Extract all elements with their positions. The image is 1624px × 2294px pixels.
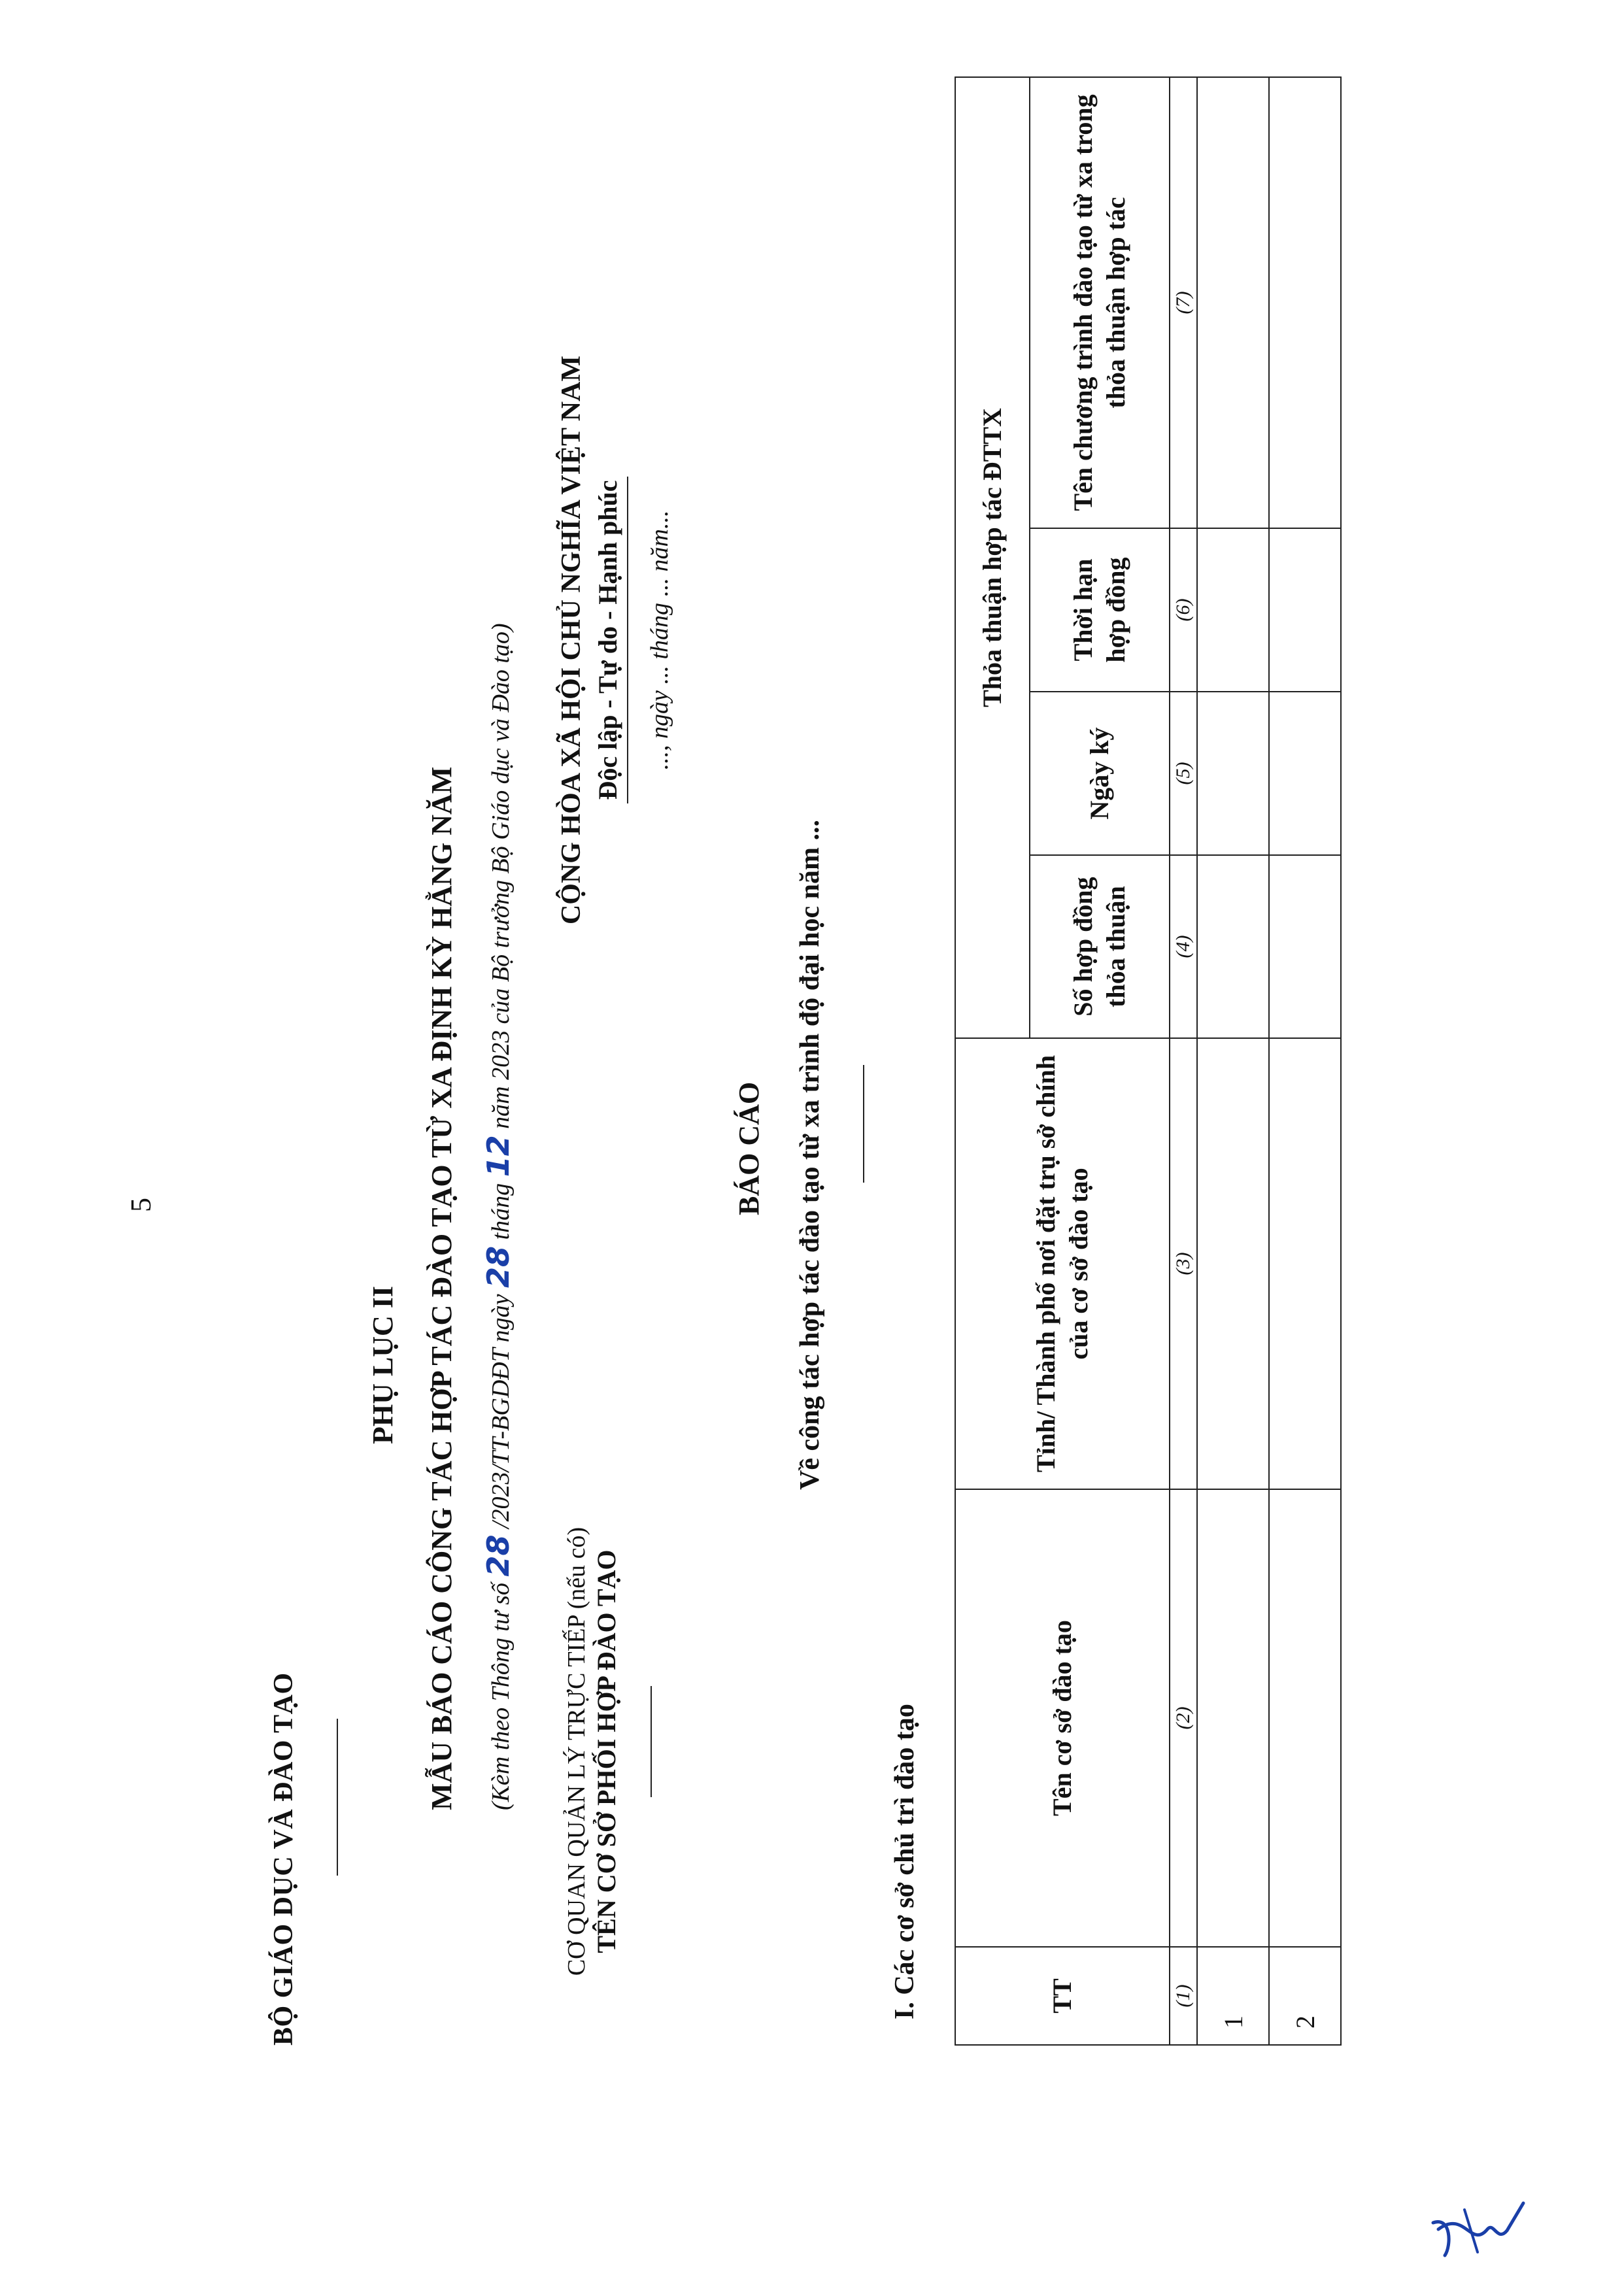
header-duration: Thời hạn hợp đồng [1030, 528, 1170, 692]
index-cell: (7) [1170, 77, 1197, 528]
agency-underline [651, 1686, 652, 1797]
header-province: Tỉnh/ Thành phố nơi đặt trụ sở chính của cơ sở đào tạo [955, 1038, 1170, 1489]
agency-block [562, 1483, 622, 2019]
country-name: CỘNG HÒA XÃ HỘI CHỦ NGHĨA VIỆT NAM [556, 355, 586, 925]
table-cell [1269, 1038, 1341, 1489]
page-number: 5 [125, 1198, 157, 1212]
header-agreement-group: Thỏa thuận hợp tác ĐTTX [955, 77, 1030, 1038]
index-cell: (2) [1170, 1489, 1197, 1947]
index-cell: (6) [1170, 528, 1197, 692]
report-subtitle: Về công tác hợp tác đào tạo từ xa trình độ đại học năm ... [795, 820, 825, 1490]
ministry-underline [337, 1719, 338, 1876]
report-title: BÁO CÁO [733, 1081, 765, 1215]
table-cell [1197, 528, 1269, 692]
motto-underline [627, 477, 628, 803]
national-motto: Độc lập - Tự do - Hạnh phúc [593, 480, 622, 800]
form-subtitle-mid: /2023/TT-BGDĐT ngày [487, 1294, 515, 1529]
table-cell [1197, 1038, 1269, 1489]
form-subtitle-month-label: tháng [487, 1183, 515, 1240]
table-cell [1197, 77, 1269, 528]
table-cell [1269, 77, 1341, 528]
table-cell [1197, 1489, 1269, 1947]
national-header [556, 215, 674, 1065]
form-subtitle [481, 623, 516, 1810]
form-subtitle-prefix: (Kèm theo Thông tư số [487, 1583, 515, 1810]
report-underline [863, 1065, 864, 1183]
table-cell [1269, 692, 1341, 855]
table-cell [1197, 692, 1269, 855]
form-title: MẪU BÁO CÁO CÔNG TÁC HỢP TÁC ĐÀO TẠO TỪ XA ĐỊNH KỲ HẰNG NĂM [426, 766, 458, 1810]
index-cell: (5) [1170, 692, 1197, 855]
table-row [1269, 77, 1341, 2045]
index-row [1170, 77, 1197, 2045]
handwritten-month: 12 [481, 1135, 516, 1177]
index-cell: (1) [1170, 1947, 1197, 2045]
table-cell [1269, 1489, 1341, 1947]
index-cell: (4) [1170, 855, 1197, 1038]
cooperation-table [955, 76, 1342, 2046]
table-row [1197, 77, 1269, 2045]
date-line: ..., ngày ... tháng ... năm... [646, 510, 673, 770]
header-program-name: Tên chương trình đào tạo từ xa trong thỏa thuận hợp tác [1030, 77, 1170, 528]
handwritten-circular-number: 28 [481, 1534, 516, 1577]
section-title: I. Các cơ sở chủ trì đào tạo [890, 1704, 920, 2019]
header-contract-number: Số hợp đồng thỏa thuận [1030, 855, 1170, 1038]
header-tt: TT [955, 1947, 1170, 2045]
table-cell [1269, 855, 1341, 1038]
header-institution-name: Tên cơ sở đào tạo [955, 1489, 1170, 1947]
header-sign-date: Ngày ký [1030, 692, 1170, 855]
index-cell: (3) [1170, 1038, 1197, 1489]
agency-name: TÊN CƠ SỞ PHỐI HỢP ĐÀO TẠO [592, 1549, 621, 1953]
handwritten-day: 28 [481, 1245, 516, 1288]
table-cell [1269, 528, 1341, 692]
form-subtitle-suffix: năm 2023 của Bộ trưởng Bộ Giáo dục và Đào tạo) [487, 623, 515, 1129]
appendix-title: PHỤ LỤC II [367, 1285, 399, 1444]
ministry-name: BỘ GIÁO DỤC VÀ ĐÀO TẠO [269, 1672, 299, 2046]
row-number: 1 [1197, 1947, 1269, 2045]
table-cell [1197, 855, 1269, 1038]
agency-line: CƠ QUAN QUẢN LÝ TRỰC TIẾP (nếu có) [563, 1527, 590, 1976]
handwritten-initials-signature [1425, 2184, 1530, 2262]
row-number: 2 [1269, 1947, 1341, 2045]
